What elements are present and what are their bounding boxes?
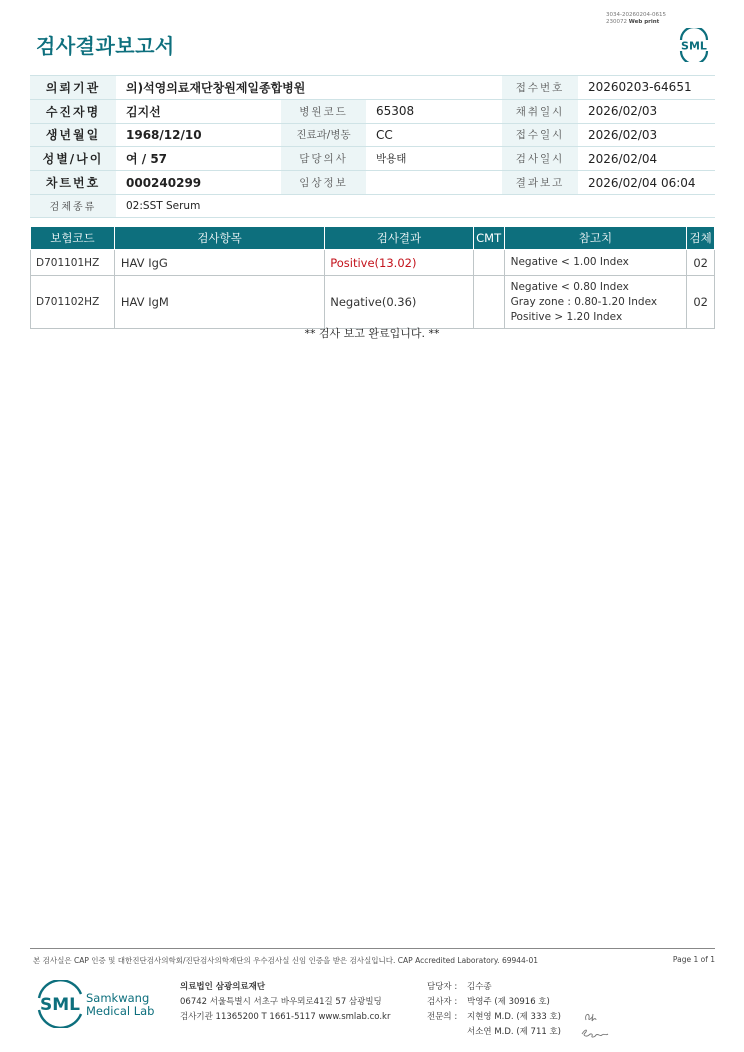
footer-logo-name1: Samkwang (86, 991, 150, 1005)
row-specimen: 02 (687, 250, 715, 276)
footer-logo-name2: Medical Lab (86, 1004, 155, 1018)
report-code-line2: 230072 Web print (606, 19, 660, 25)
org-contact: 검사기관 11365200 T 1661-5117 www.smlab.co.kr (180, 1012, 391, 1022)
birthdate-value: 1968/12/10 (116, 123, 281, 147)
receipt-no-value: 20260203-64651 (578, 76, 715, 100)
specialist-name-1: 지현영 M.D. (제 333 호) (467, 1012, 562, 1022)
row-code: D701101HZ (31, 250, 115, 276)
test-date-label: 검사일시 (502, 147, 578, 171)
footer-divider (30, 948, 715, 949)
chart-no-label: 차트번호 (30, 171, 116, 195)
report-title: 검사결과보고서 (36, 34, 175, 58)
institution-value: 의)석영의료재단창원제일종합병원 (116, 76, 502, 100)
info-row (30, 171, 715, 195)
header-reference: 참고치 (504, 227, 687, 250)
doctor-label: 담당의사 (281, 147, 366, 171)
results-header-row (31, 227, 715, 250)
row-result: Negative(0.36) (325, 276, 473, 329)
row-item: HAV IgG (114, 250, 324, 276)
page-number: Page 1 of 1 (672, 955, 715, 964)
info-row (30, 147, 715, 171)
reference-line: Positive > 1.20 Index (510, 310, 623, 323)
header-test-result: 검사결과 (325, 227, 473, 250)
patient-name-label: 수진자명 (30, 99, 116, 123)
header-insurance-code: 보험코드 (31, 227, 115, 250)
reference-line: Negative < 1.00 Index (510, 256, 629, 268)
footer-logo-text: SML (40, 995, 80, 1015)
specialist-label: 전문의 : (427, 1012, 458, 1022)
receipt-date-label: 접수일시 (502, 123, 578, 147)
org-name: 의료법인 삼광의료재단 (180, 982, 266, 992)
clinical-info-value (366, 171, 502, 195)
report-code-line1: 3034-20260204-0615 (606, 12, 666, 18)
web-print-label: Web print (628, 19, 660, 25)
organization-info (180, 980, 390, 1025)
row-item: HAV IgM (114, 276, 324, 329)
row-specimen: 02 (687, 276, 715, 329)
info-row (30, 99, 715, 123)
header-specimen: 검체 (687, 227, 715, 250)
clinical-info-label: 임상정보 (281, 171, 366, 195)
reference-line: Gray zone : 0.80-1.20 Index (510, 295, 658, 308)
manager-name: 김수종 (467, 982, 492, 992)
table-row (31, 276, 715, 329)
collection-date-value: 2026/02/03 (578, 99, 715, 123)
manager-label: 담당자 : (427, 982, 458, 992)
info-row (30, 123, 715, 147)
institution-label: 의뢰기관 (30, 76, 116, 100)
footer-certification-note: 본 검사실은 CAP 인증 및 대한진단검사의학회/진단검사의학재단의 우수검사실 신임 인증을 받은 검사실입니다. CAP Accredited Laboratory. 69944-01 (33, 956, 539, 965)
sex-age-value: 여 / 57 (116, 147, 281, 171)
report-date-value: 2026/02/04 06:04 (578, 171, 715, 195)
sex-age-label: 성별/나이 (30, 147, 116, 171)
tester-label: 검사자 : (427, 997, 458, 1007)
table-row (31, 250, 715, 276)
hospital-code-value: 65308 (366, 99, 502, 123)
sml-logo-icon (676, 28, 712, 62)
header-cmt: CMT (473, 227, 504, 250)
birthdate-label: 생년월일 (30, 123, 116, 147)
header-test-item: 검사항목 (114, 227, 324, 250)
org-address: 06742 서울특별시 서초구 바우뫼로41길 57 삼광빌딩 (180, 997, 382, 1007)
receipt-no-label: 접수번호 (502, 76, 578, 100)
collection-date-label: 채취일시 (502, 99, 578, 123)
sml-logo-text: SML (681, 39, 707, 53)
row-reference (504, 276, 687, 329)
results-table (30, 226, 715, 329)
info-row (30, 194, 715, 217)
row-cmt (473, 250, 504, 276)
specialist-name-2: 서소연 M.D. (제 711 호) (467, 1027, 562, 1037)
samkwang-logo-icon (36, 980, 156, 1028)
chart-no-value: 000240299 (116, 171, 281, 195)
specimen-value: 02:SST Serum (116, 194, 715, 217)
tester-name: 박영주 (제 30916 호) (467, 997, 550, 1007)
row-result-positive: Positive(13.02) (325, 250, 473, 276)
row-reference (504, 250, 687, 276)
patient-name-value: 김지선 (116, 99, 281, 123)
row-code: D701102HZ (31, 276, 115, 329)
reference-line: Negative < 0.80 Index (510, 280, 629, 293)
row-cmt (473, 276, 504, 329)
info-row (30, 76, 715, 100)
patient-info-table (30, 75, 715, 218)
department-label: 진료과/병동 (281, 123, 366, 147)
report-date-label: 결과보고 (502, 171, 578, 195)
hospital-code-label: 병원코드 (281, 99, 366, 123)
receipt-date-value: 2026/02/03 (578, 123, 715, 147)
signature-image (578, 1006, 612, 1042)
doctor-value: 박용태 (366, 147, 502, 171)
staff-info (427, 980, 561, 1040)
report-code (606, 12, 666, 26)
specimen-label: 검체종류 (30, 194, 116, 217)
report-complete-text: ** 검사 보고 완료입니다. ** (304, 327, 440, 340)
department-value: CC (366, 123, 502, 147)
test-date-value: 2026/02/04 (578, 147, 715, 171)
